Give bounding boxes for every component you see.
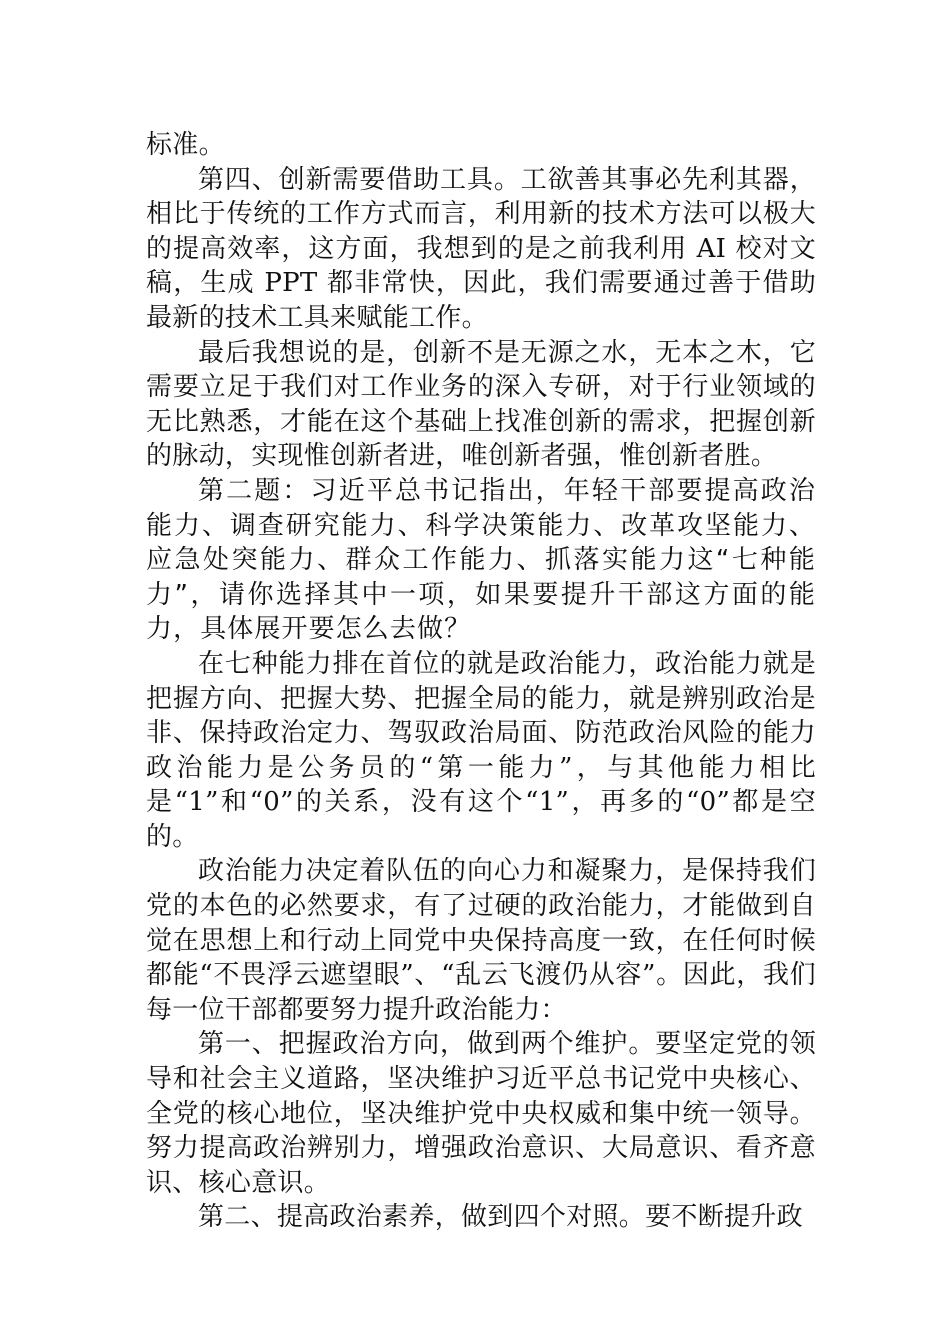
paragraph-continuation: 标准。	[146, 130, 225, 160]
paragraph-point-two: 第二、提高政治素养，做到四个对照。要不断提升政	[198, 1202, 803, 1233]
paragraph-point-one: 第一、把握政治方向，做到两个维护。要坚定党的领导和社会主义道路，坚决维护习近平总书记党中央核心、全党的核心地位，坚决维护党中央权威和集中统一领导。努力提高政治辨别力，增强政治意识、大局意识、看齐意识、核心意识。	[146, 1029, 816, 1198]
paragraph-innovation-tools: 第四、创新需要借助工具。工欲善其事必先利其器，相比于传统的工作方式而言，利用新的技术方法可以极大的提高效率，这方面，我想到的是之前我利用 AI 校对文稿，生成 PPT 都非常快，因此，我们需要通过善于借助最新的技术工具来赋能工作。	[146, 164, 816, 333]
paragraph-political-ability-definition: 在七种能力排在首位的就是政治能力，政治能力就是把握方向、把握大势、把握全局的能力，就是辨别政治是非、保持政治定力、驾驭政治局面、防范政治风险的能力政治能力是公务员的“第一能力”，与其他能力相比是“1”和“0”的关系，没有这个“1”，再多的“0”都是空的。	[146, 648, 816, 852]
document-body	[146, 128, 816, 1235]
paragraph-innovation-conclusion: 最后我想说的是，创新不是无源之水，无本之木，它需要立足于我们对工作业务的深入专研，对于行业领域的无比熟悉，才能在这个基础上找准创新的需求，把握创新的脉动，实现惟创新者进，唯创新者强，惟创新者胜。	[146, 337, 816, 472]
question-two: 第二题：习近平总书记指出，年轻干部要提高政治能力、调查研究能力、科学决策能力、改革攻坚能力、应急处突能力、群众工作能力、抓落实能力这“七种能力”，请你选择其中一项，如果要提升干部这方面的能力，具体展开要怎么去做？	[146, 475, 816, 645]
paragraph-political-ability-importance: 政治能力决定着队伍的向心力和凝聚力，是保持我们党的本色的必然要求，有了过硬的政治能力，才能做到自觉在思想上和行动上同党中央保持高度一致，在任何时候都能“不畏浮云遮望眼”、“乱云飞渡仍从容”。因此，我们每一位干部都要努力提升政治能力：	[146, 856, 816, 1025]
